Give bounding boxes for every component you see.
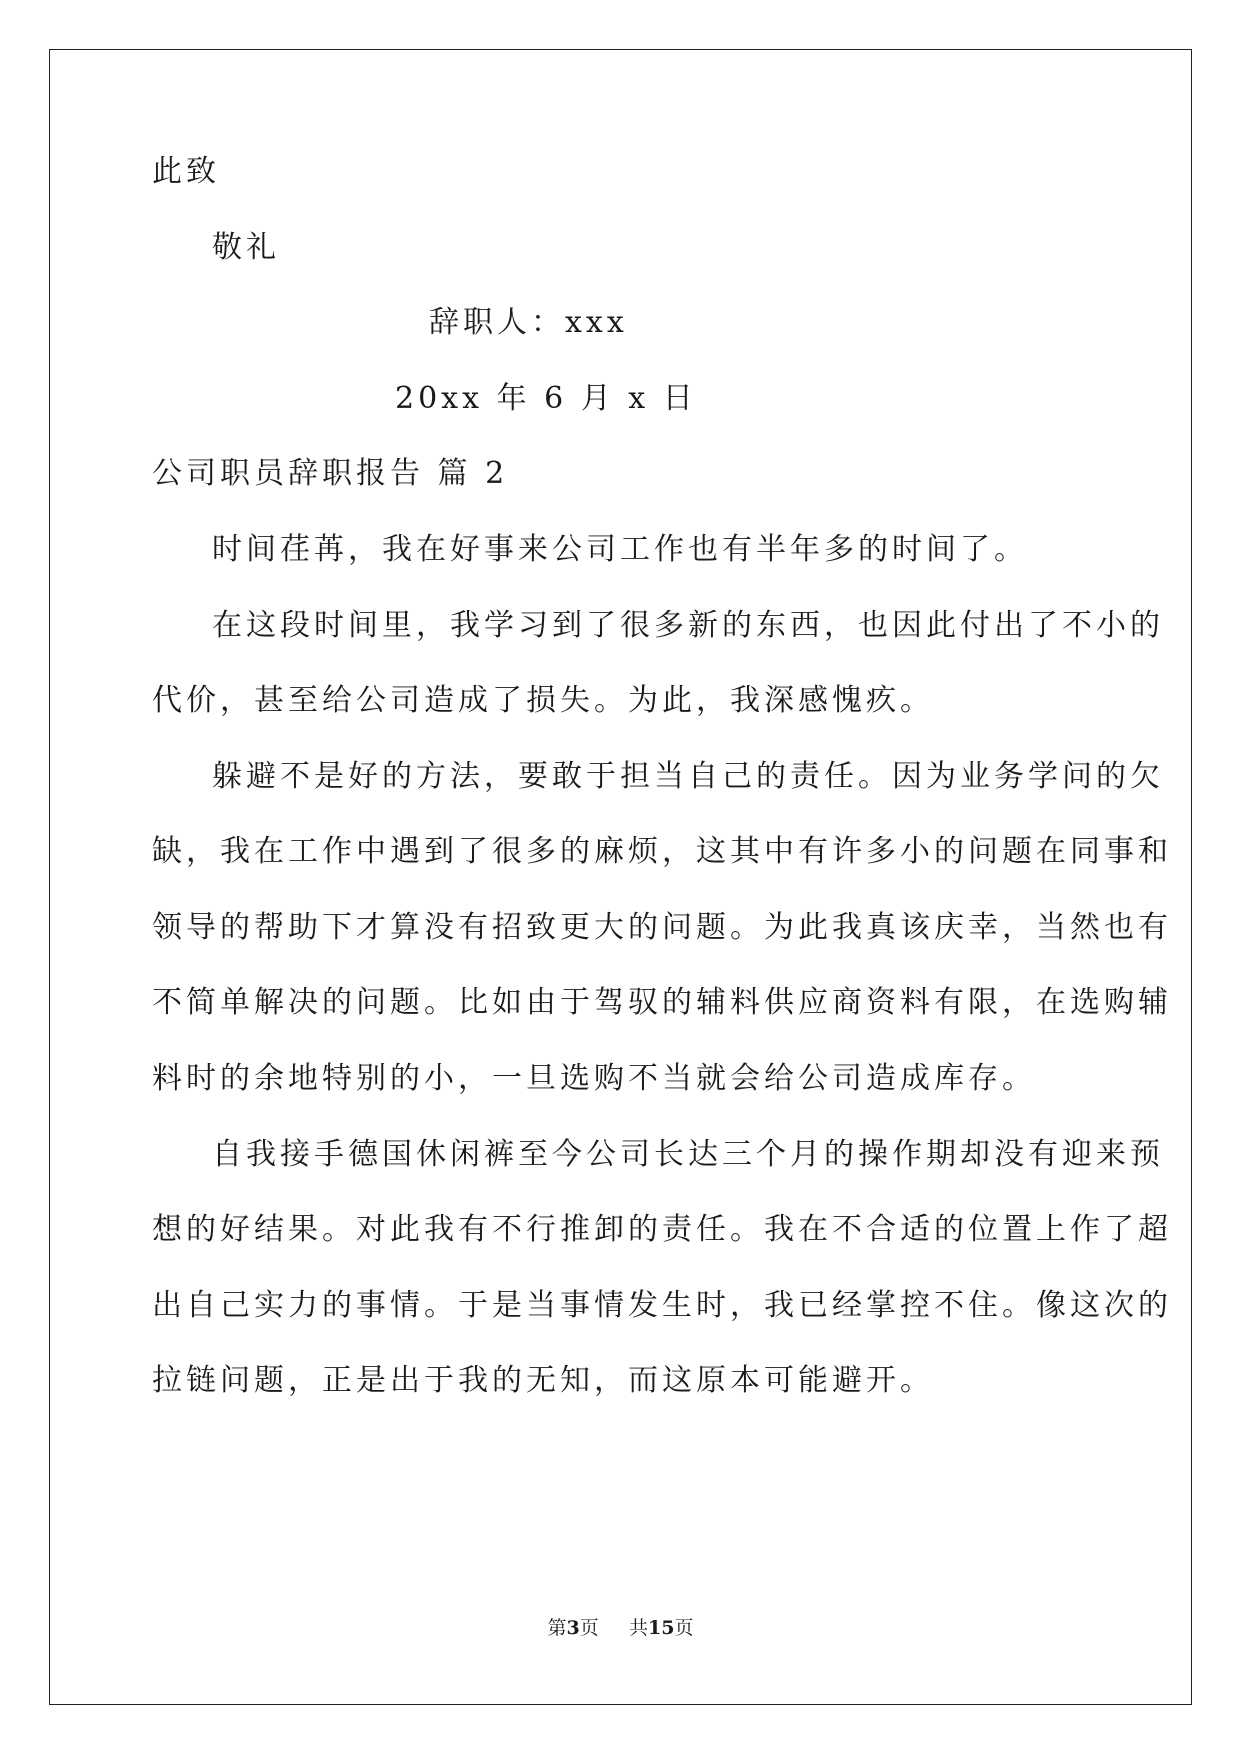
page-footer [0, 1616, 1241, 1640]
paragraph-line: 代价，甚至给公司造成了损失。为此，我深感愧疚。 [152, 683, 934, 718]
page-border [49, 49, 1192, 1705]
paragraph-line: 时间荏苒，我在好事来公司工作也有半年多的时间了。 [212, 532, 1028, 567]
footer-page-suffix: 页 [579, 1617, 599, 1639]
date-line: 20xx 年 6 月 x 日 [395, 381, 697, 416]
paragraph-line: 想的好结果。对此我有不行推卸的责任。我在不合适的位置上作了超 [152, 1212, 1172, 1247]
paragraph-line: 料时的余地特别的小，一旦选购不当就会给公司造成库存。 [152, 1061, 1036, 1096]
footer-page-prefix: 第 [547, 1617, 567, 1639]
paragraph-line: 躲避不是好的方法，要敢于担当自己的责任。因为业务学问的欠 [212, 759, 1164, 794]
paragraph-line: 出自己实力的事情。于是当事情发生时，我已经掌控不住。像这次的 [152, 1288, 1172, 1323]
section-title: 公司职员辞职报告 篇 2 [152, 456, 509, 491]
footer-total-pages: 15 [648, 1617, 675, 1639]
paragraph-line: 自我接手德国休闲裤至今公司长达三个月的操作期却没有迎来预 [212, 1137, 1164, 1172]
closing-line: 此致 [152, 154, 220, 189]
paragraph-line: 领导的帮助下才算没有招致更大的问题。为此我真该庆幸，当然也有 [152, 910, 1172, 945]
signature-line: 辞职人：xxx [429, 305, 628, 340]
salute-line: 敬礼 [212, 230, 280, 265]
footer-total-suffix: 页 [674, 1617, 694, 1639]
paragraph-line: 缺，我在工作中遇到了很多的麻烦，这其中有许多小的问题在同事和 [152, 834, 1172, 869]
paragraph-line: 拉链问题，正是出于我的无知，而这原本可能避开。 [152, 1363, 934, 1398]
paragraph-line: 不简单解决的问题。比如由于驾驭的辅料供应商资料有限，在选购辅 [152, 985, 1172, 1020]
footer-page-number: 3 [566, 1617, 580, 1639]
paragraph-line: 在这段时间里，我学习到了很多新的东西，也因此付出了不小的 [212, 608, 1164, 643]
footer-total-prefix: 共 [628, 1617, 648, 1639]
